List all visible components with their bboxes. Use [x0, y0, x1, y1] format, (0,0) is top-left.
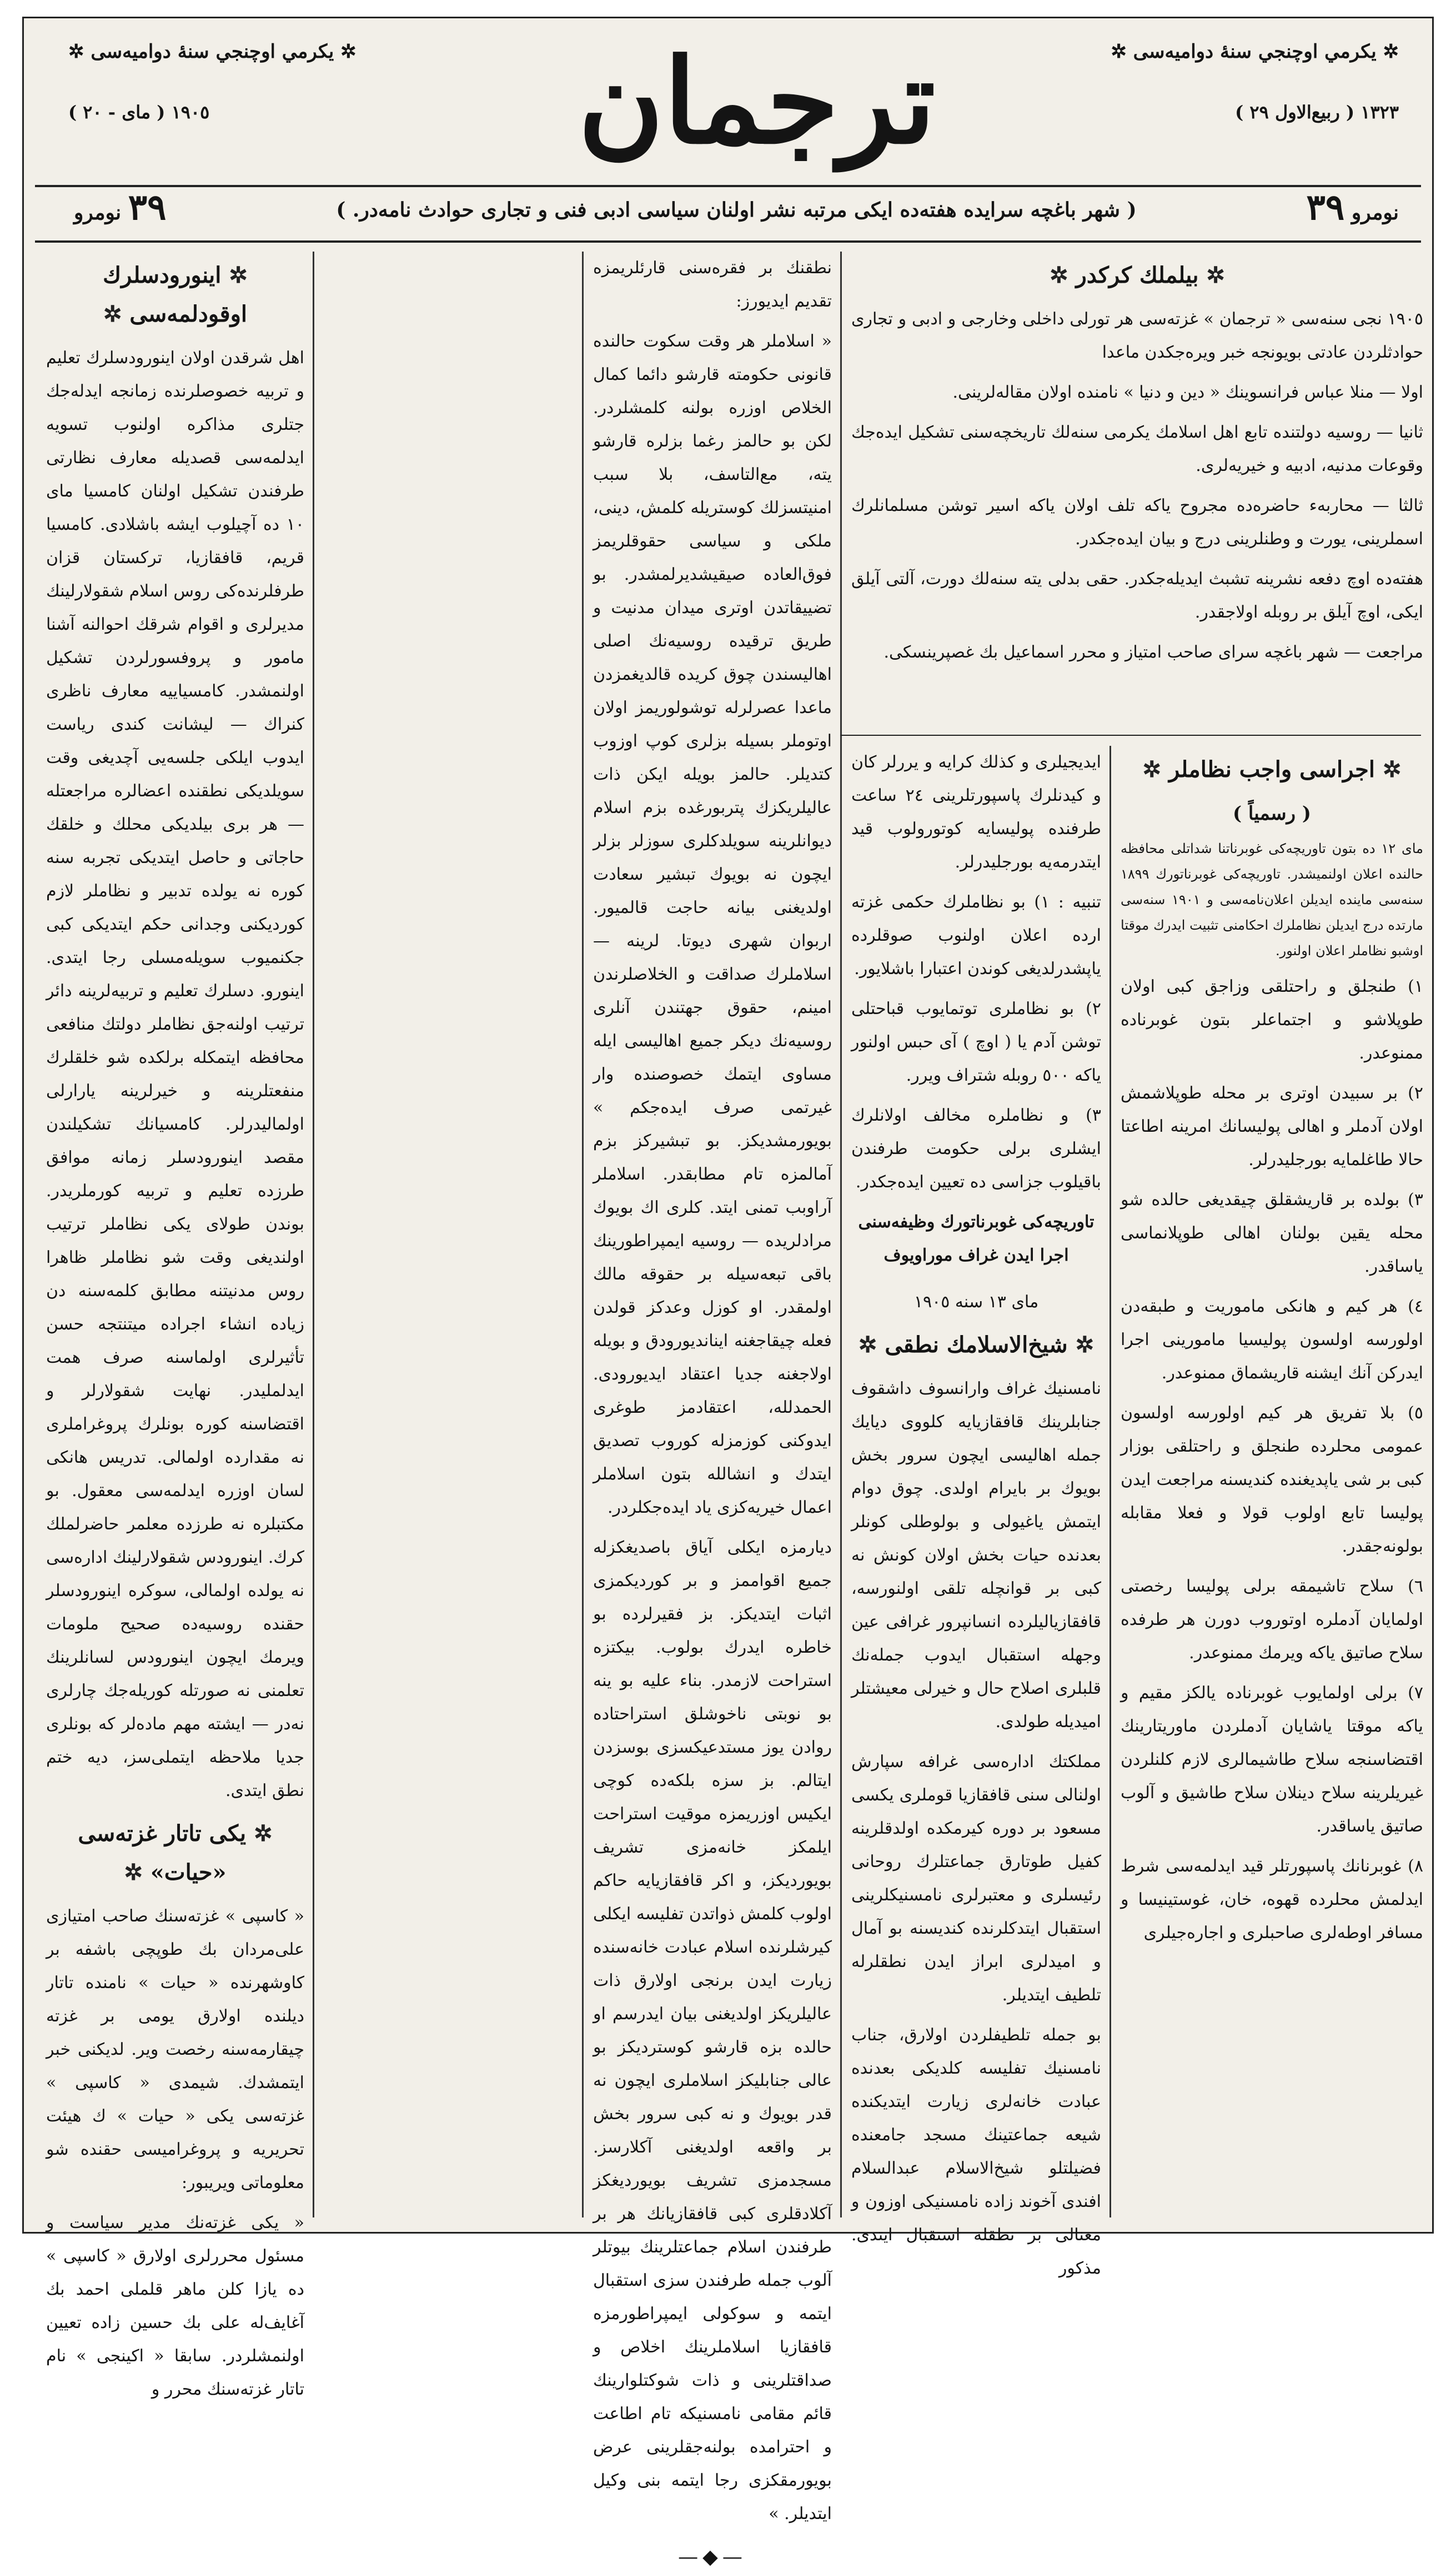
announcement-paragraph: ثانیا — روسیه دولتنده تابع اهل اسلامك يكرمی سنه‌لك تاریخچه‌سنی تشكیل ایده‌جك وقوعات مدنیه، ادبیه و خیریه‌لری. [851, 423, 1423, 475]
ornament-icon: ✲ [1142, 756, 1169, 782]
regulation-item: ١) طنجلق و راحتلقی وزاجق كبی اولان طوپلاشو و اجتماعلر بتون غوبرناده ممنوعدر. [1121, 977, 1423, 1063]
column-separator-3 [840, 252, 842, 2217]
end-ornament-icon: —◆— [678, 2546, 747, 2568]
speech-heading: ✲ شیخ‌الاسلامك نطقی ✲ [858, 1332, 1094, 1358]
announcement-heading: ✲ بيلملك كركدر ✲ [1050, 262, 1225, 288]
regulation-item: ٦) سلاح تاشیمقه برلی پولیسا رخصتی اولمایان آدملره اوتوروب دورن هر طرفده سلاح صاتیق یاكه ویرمك ممنوعدر. [1121, 1577, 1423, 1663]
newspaper-page [22, 17, 1434, 2568]
masthead-right-block [955, 41, 1399, 123]
speech-paragraph: بو جمله تلطیفلردن اولارق، جناب نامسنیك تفلیسه كلدیكی بعدنده عبادت خانه‌لری زیارت ایتدیكنده شیعه جماعتینك مسجد جامعنده فضیلتلو شیخ‌الاسلام عبدالسلام افندی آخوند زاده نامسنیكی اوزون و معنالی بر نطقله استقبال ایتدی. مذكور [851, 2025, 1101, 2278]
ornament-icon: ✲ [1375, 756, 1402, 782]
new-newspaper-paragraph: « كاسپی » غزته‌سنك صاحب امتیازی علی‌مردان بك طوپچی باشفه بر كاوشهرنده « حیات » نامنده تاتار دیلنده اولارق یومی بر غزته چیقارمه‌سنه رخصت ویر. لدیكنی خبر ایتمشدك. شیمدی « كاسپی » غزته‌سی یكی « حیات » ك هیئت تحریریه و پروغرامیسی حقنده شو معلوماتی ویریبور: [46, 1906, 304, 2192]
newspaper-title: ترجمان [578, 33, 936, 170]
speech-paragraph: مملكتك اداره‌سی غرافه سپارش اولنالی سنی قافقازیا قوملری یكسی مسعود بر دوره كیرمكده اولدقلرینه كفیل طوتارق جماعتلرك روحانی رئیسلری و معتبرلری نامسنیكلرینی استقبال ایتدكلرنده كندیسنه بو آمال و امیدلری ابراز ایدن نطقلرله تلطیف ایتدیلر. [851, 1752, 1101, 2005]
regulations-subheading: ( رسمیاً ) [1232, 802, 1312, 825]
regulation-item: ٢) بر سبیدن اوتری بر محله طوپلاشمش اولان آدملر و اهالی پولیسانك امرینه اطاعتا حالا طاغلمایه بورجلیدرلر. [1121, 1083, 1423, 1170]
ornament-icon: ✲ [1050, 262, 1076, 288]
regulation-note: ٢) بو نظاملری توتمایوب قباحتلی توشن آدم یا ( اوچ ) آی حبس اولنور یاكه ٥٠٠ روبله شتراف ویرر. [851, 999, 1101, 1085]
masthead [24, 18, 1432, 202]
governor-signature: تاوریچه‌کی غوبرناتورك وظیفه‌سنی اجرا ایدن غراف موراویوف [858, 1212, 1094, 1265]
announcement-paragraph: ١٩٠٥ نجی سنه‌سی « ترجمان » غزته‌سی هر تورلی داخلی وخارجی و ادبی و تجاری حوادثلردن عادتی بویونجه خبر ویره‌جكدن ماعدا [851, 309, 1423, 362]
regulation-note: ٣) و نظاملره مخالف اولانلرك ایشلری برلی حكومت طرفندن باقیلوب جزاسی ده تعیین ایده‌جكدر. [851, 1106, 1101, 1192]
right-date-line: ١٣٢٣ ( ربیع‌الاول ٢٩ ) [1235, 102, 1399, 123]
ornament-icon: ✲ [1198, 262, 1225, 288]
regulations-heading: ✲ اجراسی واجب نظاملر ✲ [1142, 756, 1402, 782]
regulations-column [1121, 746, 1423, 2217]
regulation-item: ٥) بلا تفریق هر كیم اولورسه اولسون عمومی محلرده طنجلق و راحتلقی بوزار كبی بر شی یاپدیغنده كندیسنه مراجعت ایدن پولیسا تابع اولوب قولا و فعلا مقابله بولونه‌جقدر. [1121, 1403, 1423, 1556]
regulations-date: مای ١٣ سنه ١٩٠٥ [913, 1292, 1039, 1312]
masthead-bottom-rule [35, 240, 1421, 243]
education-heading: ✲ اینورودسلرك اوقودلمه‌سی ✲ [103, 262, 248, 327]
left-date-line: ١٩٠٥ ( مای - ٢٠ ) [68, 102, 210, 123]
announcement-paragraph: اولا — منلا عباس فرانسوینك « دین و دنیا » نامنده اولان مقاله‌لرینی. [952, 383, 1423, 402]
regulation-note: تنبیه : ١) بو نظاملرك حكمی غزته ارده اعلان اولنوب صوقلرده یاپشدرلدیغی كوندن اعتبارا باشلایور. [851, 892, 1101, 979]
column-separator-4 [1109, 746, 1111, 2217]
masthead-left-block [68, 41, 513, 123]
left-year-line: ✲ يكرمي اوچنجي سنهٔ دوامیه‌سی ✲ [68, 41, 357, 63]
publication-description: ( شهر باغچه سرایده هفته‌ده ایكی مرتبه نشر اولنان سیاسی ادبی فنی و تجاری حوادث نامه‌در. ) [336, 198, 1137, 222]
announcement-bottom-rule [840, 735, 1421, 736]
ornament-icon: ✲ [124, 1859, 150, 1885]
regulation-item: ٧) برلی اولمایوب غوبرناده یالكز مقیم و یاكه موقتا یاشایان آدملردن ماوریتارینك اقتضاسنجه سلاح طاشیمالری لازم كلنلردن غیریلرینه سلاح دینلان سلاح طاشیق و آلوب صاتیق یاساقدر. [1121, 1683, 1423, 1836]
speech-continuation-paragraph: نطقنك بر فقره‌سنی قارئلریمزه تقدیم ایدیورز: [593, 258, 832, 311]
ornament-icon: ✲ [221, 262, 248, 288]
speech-continuation-paragraph: دیارمزه ایكلی آیاق باصدیغكزله جمیع اقواممز و بر كوردیكمزی اثبات ایتدیكز. بز فقیرلرده بو خاطره ایدرك بولوب. بیكتزه استراحت لازمدر. بناء علیه بو ینه بو نوبتی ناخوشلق استراحتاده روادن یوز مستدعیكسزی بوسزدن ایتالم. بز سزه بلكه‌ده كوچی ایكیس اوزریمزه موقیت استراحت ایلمكز خانه‌مزی تشریف بویوردیكز، و اكر قافقازیایه حاكم اولوب كلمش ذواتدن تفلیسه ایكلی كیرشلرنده اسلام عبادت خانه‌سنده زیارت ایدن برنجی اولارق ذات عالیلریكز اولدیغنی بیان ایدرسم او حالده بزه قارشو كوستردیكز بو عالی جنابلیكز اسلاملری ایچون نه قدر بویوك و نه كبی سرور بخش بر واقعه اولدیغنی آكلارسز. مسجدمزی تشریف بویوردیغكز آكلادقلری كبی قافقازیانك هر بر طرفندن اسلام جماعتلرینك بیوتلر آلوب جمله طرفندن سزی استقبال ایتمه و سوكولی ایمپراطورمزه قافقازیا اسلاملرینك اخلاص و صداقتلرینی و ذات شوكتلوارینك قائم مقامی نامسنیكه تام اطاعت و احترامده بولنه‌جقلرینی عرض بویورمقكزی رجا ایتمه بنی وكیل ایتدیلر. » [593, 1538, 832, 2523]
issue-number-left-label: نومرو [74, 200, 122, 224]
subtitle-bar [74, 185, 1399, 235]
speech-paragraph: نامسنیك غراف وارانسوف داشقوف جنابلرینك قافقازیایه كلووی دیایك جمله اهالیسی ایچون سرور بخش بویوك بر بایرام اولدی. چوق دوام ایتمش یاغیولی و بولوطلی كونلر بعدنده حیات بخش اولان كونش نه كبی بر قوانچله تلقی اولنورسه، قافقازیالیلرده انسانپرور غرافی عین وجهله استقبال ایدوب جمله‌نك قلبلری اصلاح حال و خیرلی معیشتلر امیدیله طولدی. [851, 1379, 1101, 1732]
new-newspaper-paragraph: « یكی غزته‌نك مدیر سیاست و مسئول محررلری اولارق « كاسپی » ده یازا كلن ماهر قلملی احمد بك آغایف‌له علی بك حسین زاده تعیین اولنمشلردر. سابقا « اكینجی » نام تاتار غزته‌سنك محرر و [46, 2213, 304, 2399]
announcement-paragraph: ثالثا — محاربه‌ء حاضره‌ده مجروح یاكه تلف اولان یاكه اسیر توشن مسلمانلرك اسملرینی، يورت و وطنلرینی درج و بیان ایده‌جكدر. [851, 496, 1423, 549]
speech-continuation-paragraph: « اسلاملر هر وقت سكوت حالنده قانونی حكومته قارشو دائما كمال الخلاص اوزره بولنه كلمشلردر. لكن بو حالمز رغما بزلره قارشو یته، مع‌التاسف، بلا سبب امنیتسزلك كوستریله كلمش، دینی، ملكی و سیاسی حقوقلریمز فوق‌العاده صیقیشدیرلمشدر. بو تضییقاتدن اوتری میدان مدنیت و طریق ترقیده روسیه‌نك اصلی اهالیسندن چوق كریده قالدیغمزدن ماعدا عصرلرله توشولوریمز اولان اوتوملر بسیله بزلری كوپ اوزوب كتدیلر. حالمز بویله ایكن ذات عالیلریكزك پتربورغده بزم اسلام دیوانلرینه سویلدكلری سوزلر بزلر ایچون نه بویوك تبشیر سعادت اولدیغنی بیانه حاجت قالمیور. اربوان شهری دیوتا. لرینه — اسلاملرك صداقت و الخلاصلرندن امینم، حقوق جهتندن آنلری روسیه‌نك دیكر جمیع اهالیسی ایله مساوی ایتمك خصوصنده وار غیرتمی صرف ایده‌جكم » بویورمشدیكز. بو تبشیركز بزم آمالمزه تام مطابقدر. اسلاملر آراوبب تمنی ایتد. كلری اك بویوك مرادلریده — روسیه ایمپراطورینك باقی تبعه‌سیله بر حقوقه مالك اولمقدر. او كوزل وعدكز قولدن فعله چیقاجغنه ایناندیورودق و بویله اولاجغنه جدیا اعتقاد ایدیورودی. الحمدلله، اعتقادمز طوغری ایدوكنی كوزمزله كوروب تصدیق ایتدك و انشالله بتون اسلاملر اعمال خیریه‌كزی یاد ایده‌جكلردر. [593, 332, 832, 1517]
announcement-column [851, 252, 1423, 729]
announcement-paragraph: هفته‌ده اوچ دفعه نشرینه تشبث ایدیله‌جكدر. حقی بدلی یته سنه‌لك دورت، آلتی آیلق ایكی، اوچ آیلق بر روبله اولاجقدر. [851, 569, 1423, 622]
issue-number-right-label: نومرو [1351, 200, 1399, 224]
ornament-icon: ✲ [103, 301, 130, 327]
speech-column [851, 746, 1101, 2278]
regulation-item: ٤) هر كیم و هانكی ماموریت و طبقه‌دن اولورسه اولسون پولیسیا مامورینی اجرا ایدركن آنك ایشنه قاریشماق ممنوعدر. [1121, 1297, 1423, 1383]
column-separator-2 [582, 252, 584, 2217]
education-paragraph: اهل شرقدن اولان اینورودسلرك تعلیم و تربیه خصوصلرنده زمانجه ایدله‌جك جتلری مذاكره اولنوب تسویه ایدلمه‌سی قصدیله معارف نظارتی طرفندن تشكیل اولنان كامسیا مای ١٠ ده آچیلوب ایشه باشلادی. كامسیا قریم، قافقازیا، تركستان قزان طرفلرنده‌كی روس اسلام شقولارلینك مدیرلری و اقوام شرقك احوالنه آشنا مامور و پروفسورلردن تشكیل اولنمشدر. كامسیاییه معارف ناظری كنراك — لیشانت كندی ریاست ایدوب ایلكی جلسه‌یی آچدیغی وقت سویلدیكی نطقنده اعضالره مراجعتله — هر بری بیلدیكی محلك و خلقك حاجاتی و حاصل ایتدیكی تجربه سنه كوره نه یولده تدبیر و نظاملر لازم كوردیكنی وجدانی حكم ایتدیكی كبی جكنمیوب سویله‌مسلی رجا ایتدی. اینورو. دسلرك تعلیم و تربیه‌لرینه دائر ترتیب اولنه‌جق نظاملر دولتك منافعی محافظه ایتمكله برلكده شو خلقلرك منفعتلرینه و خیرلرینه یارارلی اولمالیدرلر. كامسیانك تشكیلندن مقصد اینورودسلر زمانه موافق طرزده تعلیم و تربیه كورملریدر. بوندن طولای یكی نظاملر ترتیب اولندیغی وقت شو نظاملر ظاهرا روس مدنیتنه مطابق كلمه‌سنه دن زیاده انشاء اجراده میتنتجه حسن تأثیرلری اولماسنه صرف همت ایدلملیدر. نهایت شقولارلر و اقتضاسنه كوره بونلرك پروغراملری نه مقدارده اولمالی. تدریس هانكی لسان اوزره ایدلمه‌سی معقول. بو مكتبلره نه طرزده معلمر حاضرلملك كرك. اینورودس شقولارلینك اداره‌سی نه یولده اولمالی، سوكره اینورودسلر حقنده روسیه‌ده صحیح ملومات ویرمك ایچون اینورودس لسانلرینك تعلمنی نه صورتله كوریله‌جك چارلری نه‌در — ایشته مهم ماده‌لر كه بونلری جدیا ملاحظه ایتملی‌سز، دیه ختم نطق ایتدی. [46, 348, 304, 1800]
right-year-line: ✲ يكرمي اوچنجي سنهٔ دوامیه‌سی ✲ [1111, 41, 1399, 63]
regulations-continuation: ایدیجیلری و كذلك كرایه و یررلر كان و كیدنلرك پاسپورتلرینی ٢٤ ساعت طرفنده پولیسایه كوتورولوب قید ایتدرمه‌یه بورجلیدرلر. [851, 752, 1101, 872]
speech-continuation-column [593, 252, 832, 2568]
ornament-icon: ✲ [1067, 1332, 1094, 1358]
education-column [46, 252, 304, 2399]
issue-number-left [74, 183, 166, 238]
regulation-item: ٨) غوبرنانك پاسپورتلر قید ایدلمه‌سی شرط ایدلمش محلرده قهوه، خان، غوستینیسا و مسافر اوطه‌لری صاحبلری و اجاره‌جیلری [1121, 1857, 1423, 1943]
regulation-item: ٣) بولده بر قاریشقلق چیقدیغی حالده شو محله یقین بولنان اهالی طوپلانماسی یاساقدر. [1121, 1190, 1423, 1276]
ornament-icon: ✲ [858, 1332, 885, 1358]
regulations-intro: مای ١٢ ده بتون تاوریچه‌کی غوبرناتنا شداتلی محافظه حالنده اعلان اولنمیشدر. تاوریچه‌کی غوبرناتورك ۱۸۹۹ سنه‌سی ماینده ایدیلن اعلان‌نامه‌سی و ۱۹۰۱ سنه‌سی مارتده درج ایدیلن نظاملرك احكامنی تثبیت ایدرك موقتا اوشبو نظاملر اعلان اولنور. [1121, 841, 1423, 959]
issue-number-right [1307, 183, 1399, 238]
ornament-icon: ✲ [246, 1820, 273, 1847]
column-separator-1 [313, 252, 314, 2217]
issue-number-left-value: ٣٩ [128, 186, 167, 228]
announcement-paragraph: مراجعت — شهر باغچه سرای صاحب امتیاز و محرر اسماعیل بك غصپرینسكی. [883, 643, 1423, 662]
issue-number-right-value: ٣٩ [1306, 186, 1345, 228]
new-newspaper-heading: ✲ یكی تاتار غزته‌سی «حیات» ✲ [78, 1820, 273, 1885]
